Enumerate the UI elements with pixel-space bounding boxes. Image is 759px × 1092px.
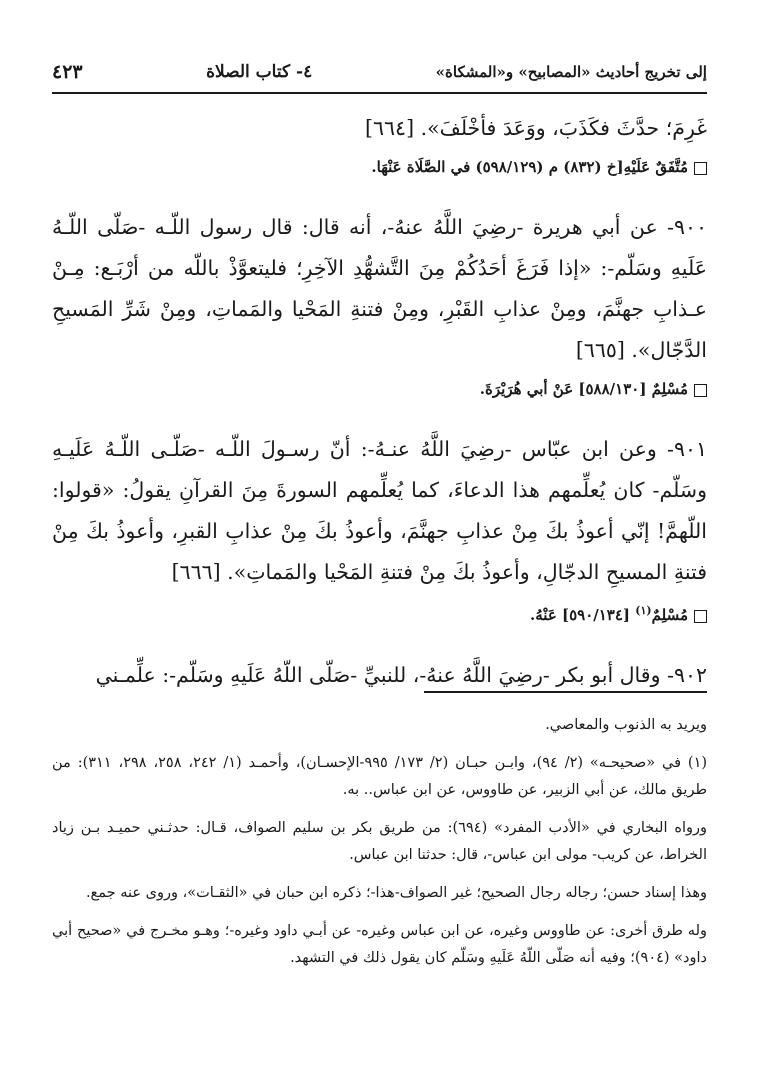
source-line xyxy=(52,597,707,629)
footnote-1: (١) في «صحيحـه» (٢/ ٩٤)، وابـن حبـان (٢/ ١٧٣/ ٩٩٥-الإحسـان)، وأحمـد (١/ ٢٤٢، ٢٥٨، ٢٩٨، ٣١١): من طريق مالك، عن أبي الزبير، عن طاووس، عن ابن عباس.. به. xyxy=(52,755,708,798)
hadith-900: ٩٠٠- عن أبي هريرة -رضِيَ اللَّهُ عنهُ-، أنه قال: قال رسول اللّـه -صَلّى اللّـهُ عَلَيهِ وسَلّم-: «إذا فَرَغَ أحَدُكُمْ مِنَ التَّشهُّدِ الآخِرِ؛ فليتعوَّذْ باللّه من أرْبَـع: مِـنْ عـذابِ جهنَّمَ، ومِنْ عذابِ القَبْرِ، ومِنْ فتنةِ المَحْيا والمَماتِ، ومِنْ شَرِّ المَسيحِ الدَّجّال». [٦٦٥] xyxy=(52,215,707,362)
footnote-separator xyxy=(424,691,707,693)
footnote-para: ورواه البخاري في «الأدب المفرد» (٦٩٤): من طريق بكر بن سليم الصواف، قـال: حدثـني حميـد بـن زياد الخراط، عن كريب- مولى ابن عباس-، قال: حدثنا ابن عباس. xyxy=(52,820,708,863)
source-text: مُتَّفَقٌ عَلَيْهِ[خ (٨٣٢) م (٥٩٨/١٢٩) في الصَّلَاة عَنْهَا. xyxy=(371,158,688,176)
hadith-902: ٩٠٢- وقال أبو بكر -رضِيَ اللَّهُ عنهُ-، للنبيِّ -صَلّى اللّهُ عَلَيهِ وسَلّم-: علِّمـني xyxy=(95,663,707,687)
footnote-para: وهذا إسناد حسن؛ رجاله رجال الصحيح؛ غير الصواف-هذا-؛ ذكره ابن حبان في «الثقـات»، وروى عنه جمع. xyxy=(85,885,707,901)
footnote-ref: (١) xyxy=(635,604,652,617)
source-text: مُسْلِمٌ [٥٨٨/١٣٠] عَنْ أبي هُرَيْرَةَ. xyxy=(479,380,688,398)
source-line xyxy=(52,375,707,403)
footnote-continuation: ويريد به الذنوب والمعاصي. xyxy=(545,717,707,733)
source-text: مُسْلِمٌ xyxy=(651,606,688,624)
page-number: ٤٢٣ xyxy=(52,61,83,83)
hadith-901: ٩٠١- وعن ابن عبّاس -رضِيَ اللَّهُ عنـهُ-: أنّ رسـولَ اللّـه -صَلّـى اللّـهُ عَلَيـهِ وسَلّم- كان يُعلِّمهم هذا الدعاءَ، كما يُعلِّمهم السورةَ مِنَ القرآنِ يقولُ: «قولوا: اللّهمَّ! إنّي أعوذُ بكَ مِنْ عذابِ جهنَّمَ، وأعوذُ بكَ مِنْ عذابِ القبرِ، وأعوذُ بكَ مِنْ فتنةِ المسيحِ الدجّالِ، وأعوذُ بكَ مِنْ فتنةِ المَحْيا والمَماتِ». [٦٦٦] xyxy=(52,437,707,584)
square-bullet-icon xyxy=(694,162,707,175)
main-text xyxy=(52,108,707,696)
chapter-title: ٤- كتاب الصلاة xyxy=(206,62,313,82)
footnotes xyxy=(52,712,707,983)
square-bullet-icon xyxy=(694,610,707,623)
running-header xyxy=(52,52,707,94)
source-text: [٥٩٠/١٣٤] عَنْهُ. xyxy=(530,606,631,624)
footnote-para: وله طرق أخرى: عن طاووس وغيره، عن ابن عباس وغيره- عن أبـي داود وغيره-؛ وهـو مخـرج في «صحيح أبي داود» (٩٠٤)؛ وفيه أنه صَلّى اللّهُ عَلَيهِ وسَلّم كان يقول ذلك في التشهد. xyxy=(52,923,707,966)
source-line xyxy=(52,153,707,181)
paragraph-continuation: غَرِمَ؛ حدَّثَ فكَذَبَ، ووَعَدَ فأخْلَفَ». [٦٦٤] xyxy=(365,116,707,140)
square-bullet-icon xyxy=(694,384,707,397)
book-title: إلى تخريج أحاديث «المصابيح» و«المشكاة» xyxy=(435,63,707,81)
